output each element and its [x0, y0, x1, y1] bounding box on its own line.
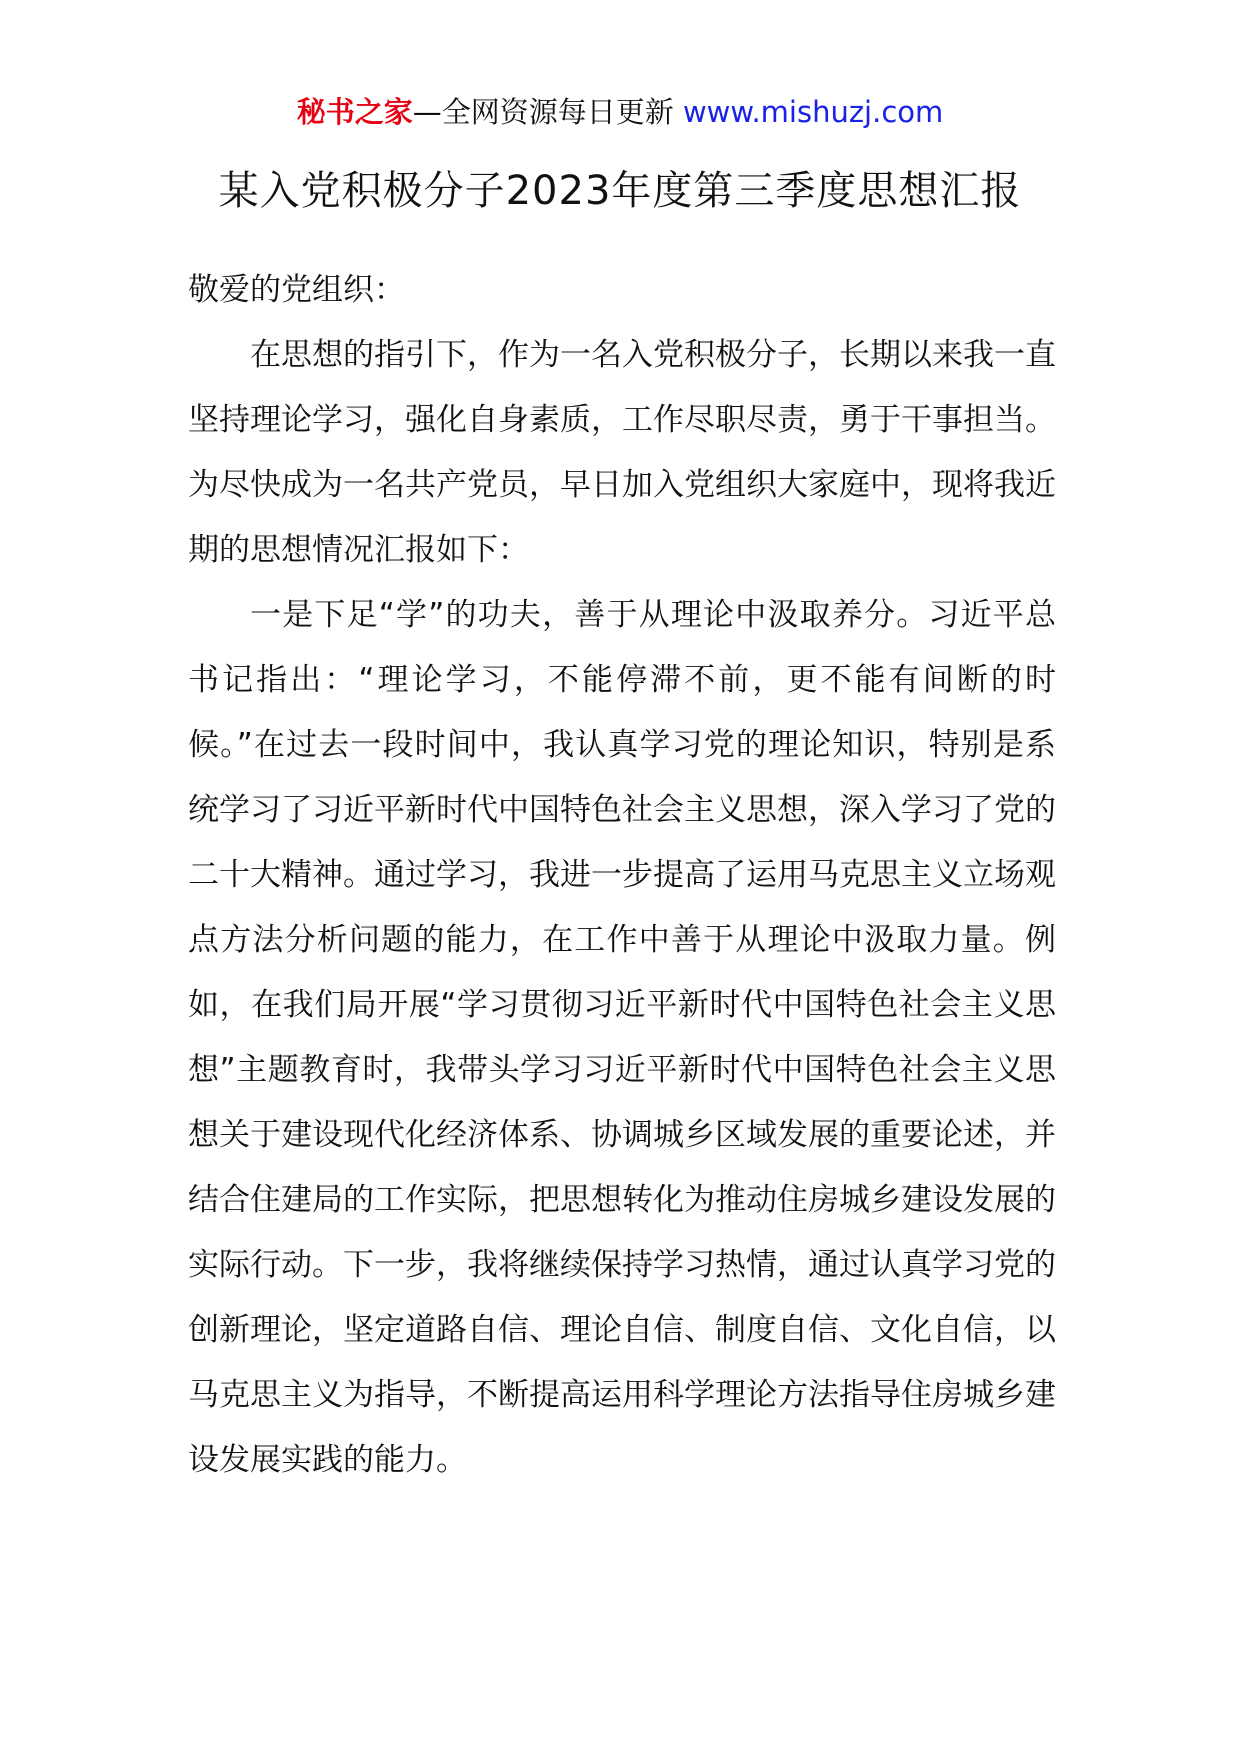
- paragraph-study-text: 习近平总书记指出：“理论学习，不能停滞不前，更不能有间断的时候。”在过去一段时间中，我认真学习党的理论知识，特别是系统学习了习近平新时代中国特色社会主义思想，深入学习了党的二十大精神。通过学习，我进一步提高了运用马克思主义立场观点方法分析问题的能力，在工作中善于从理论中汲取力量。例如，在我们局开展“学习贯彻习近平新时代中国特色社会主义思想”主题教育时，我带头学习习近平新时代中国特色社会主义思想关于建设现代化经济体系、协调城乡区域发展的重要论述，并结合住建局的工作实际，把思想转化为推动住房城乡建设发展的实际行动。下一步，我将继续保持学习热情，通过认真学习党的创新理论，坚定道路自信、理论自信、制度自信、文化自信，以马克思主义为指导，不断提高运用科学理论方法指导住房城乡建设发展实践的能力。: [188, 597, 1057, 1478]
- paragraph-intro-text: 在思想的指引下，作为一名入党积极分子，长期以来我一直坚持理论学习，强化自身素质，工作尽职尽责，勇于干事担当。为尽快成为一名共产党员，早日加入党组织大家庭中，现将我近期的思想情况汇报如下：: [188, 337, 1056, 568]
- salutation: 敬爱的党组织：: [188, 272, 405, 308]
- paragraph-study-heading: 一是下足“学”的功夫，善于从理论中汲取养分。: [250, 597, 929, 633]
- site-url-link[interactable]: www.mishuzj.com: [682, 95, 944, 129]
- paragraph-intro: [188, 323, 1056, 583]
- document-body: [188, 258, 1056, 1493]
- paragraph-study: [188, 583, 1056, 1493]
- site-tagline: —全网资源每日更新: [412, 95, 674, 129]
- site-header: [0, 92, 1240, 132]
- document-title: 某入党积极分子2023年度第三季度思想汇报: [218, 168, 1022, 214]
- site-brand: 秘书之家: [296, 95, 413, 129]
